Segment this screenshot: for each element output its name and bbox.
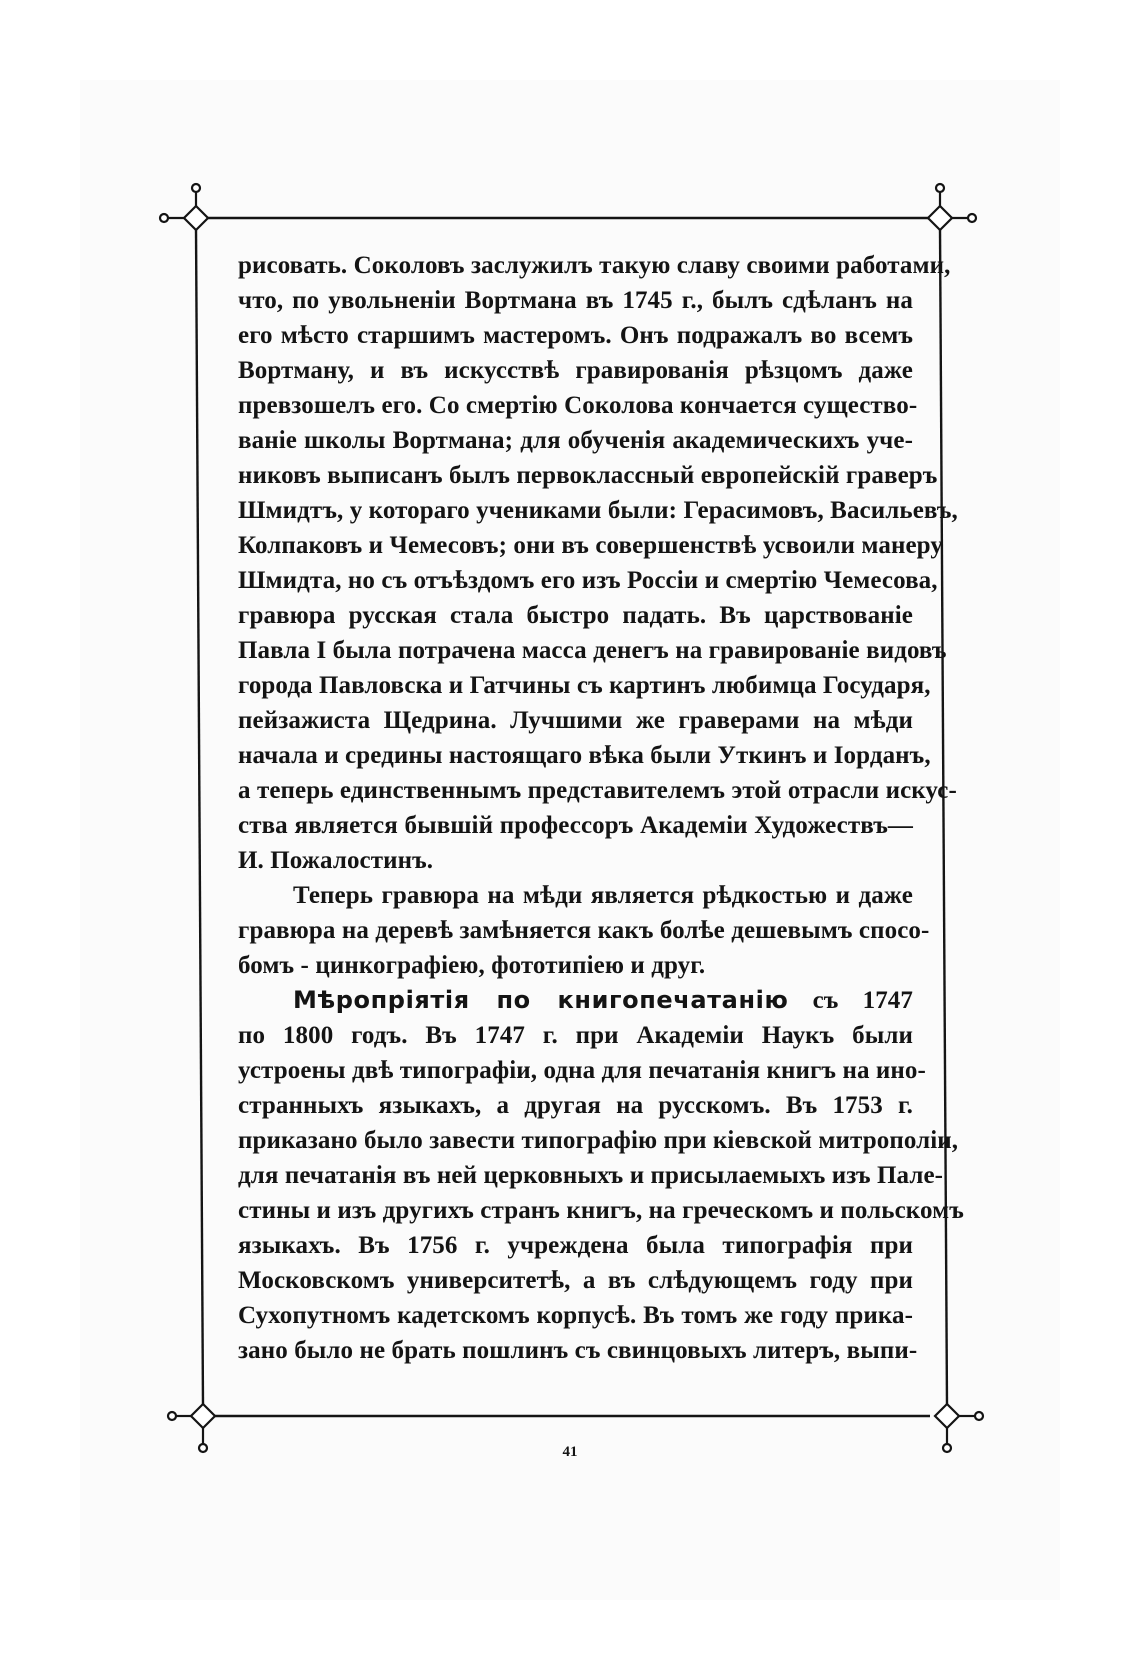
section-heading: Мѣропріятія по книгопечатанію (293, 986, 789, 1014)
text-line: приказано было завести типографію при кіевской митрополіи, (238, 1127, 959, 1154)
text-line: Вортману, и въ искусствѣ гравированія рѣзцомъ даже (238, 357, 913, 384)
page-number: 41 (562, 1444, 578, 1460)
text-line: Павла I была потрачена масса денегъ на гравированіе видовъ (238, 637, 947, 664)
corner-ornament-top-left (160, 184, 208, 230)
text-line: Шмидтъ, у котораго учениками были: Герасимовъ, Васильевъ, (238, 497, 958, 524)
text-line: Колпаковъ и Чемесовъ; они въ совершенствѣ усвоили манеру (238, 532, 943, 559)
corner-ornament-top-right (928, 184, 976, 230)
text-line: по 1800 годъ. Въ 1747 г. при Академіи Наукъ были (238, 1022, 913, 1049)
section-heading-tail: съ 1747 (812, 987, 913, 1014)
paragraph-2 (238, 878, 930, 983)
text-line: что, по увольненіи Вортмана въ 1745 г., былъ сдѣланъ на (238, 287, 913, 314)
body-text (238, 248, 964, 1368)
text-line: начала и средины настоящаго вѣка были Уткинъ и Іорданъ, (238, 742, 931, 769)
text-line: Шмидта, но съ отъѣздомъ его изъ Россіи и смертію Чемесова, (238, 567, 938, 594)
text-line: зано было не брать пошлинъ съ свинцовыхъ литеръ, выпи- (238, 1337, 918, 1364)
text-line: странныхъ языкахъ, а другая на русскомъ. Въ 1753 г. (238, 1092, 913, 1119)
text-line: города Павловска и Гатчины съ картинъ любимца Государя, (238, 672, 931, 699)
text-line: Сухопутномъ кадетскомъ корпусѣ. Въ томъ же году прика- (238, 1302, 913, 1329)
text-line: гравюра русская стала быстро падать. Въ царствованіе (238, 602, 913, 629)
text-line: рисовать. Соколовъ заслужилъ такую славу своими работами, (238, 252, 951, 279)
frame-left-rule (196, 228, 203, 1406)
text-line: пейзажиста Щедрина. Лучшими же граверами на мѣди (238, 707, 913, 734)
text-line: превзошелъ его. Со смертію Соколова кончается существо- (238, 392, 918, 419)
text-line: ваніе школы Вортмана; для обученія академическихъ уче- (238, 427, 913, 454)
paragraph-1 (238, 248, 958, 878)
text-line: его мѣсто старшимъ мастеромъ. Онъ подражалъ во всемъ (238, 322, 913, 349)
text-line: бомъ - цинкографіею, фототипіею и друг. (238, 952, 706, 979)
text-line: Московскомъ университетѣ, а въ слѣдующемъ году при (238, 1267, 913, 1294)
text-line: Теперь гравюра на мѣди является рѣдкостью и даже (293, 882, 913, 909)
text-line: стины и изъ другихъ странъ книгъ, на греческомъ и польскомъ (238, 1197, 964, 1224)
text-line: И. Пожалостинъ. (238, 847, 434, 874)
text-line: устроены двѣ типографіи, одна для печатанія книгъ на ино- (238, 1057, 926, 1084)
text-line: для печатанія въ ней церковныхъ и присылаемыхъ изъ Пале- (238, 1162, 944, 1189)
frame-right-rule (940, 228, 947, 1406)
text-line: языкахъ. Въ 1756 г. учреждена была типографія при (238, 1232, 913, 1259)
text-line: а теперь единственнымъ представителемъ этой отрасли искус- (238, 777, 957, 804)
text-line: ства является бывшій профессоръ Академіи Художествъ— (238, 812, 913, 839)
text-line: никовъ выписанъ былъ первоклассный европейскій граверъ (238, 462, 938, 489)
text-line: гравюра на деревѣ замѣняется какъ болѣе дешевымъ спосо- (238, 917, 930, 944)
section-heading-line (238, 983, 913, 1018)
paragraph-3 (238, 983, 964, 1368)
